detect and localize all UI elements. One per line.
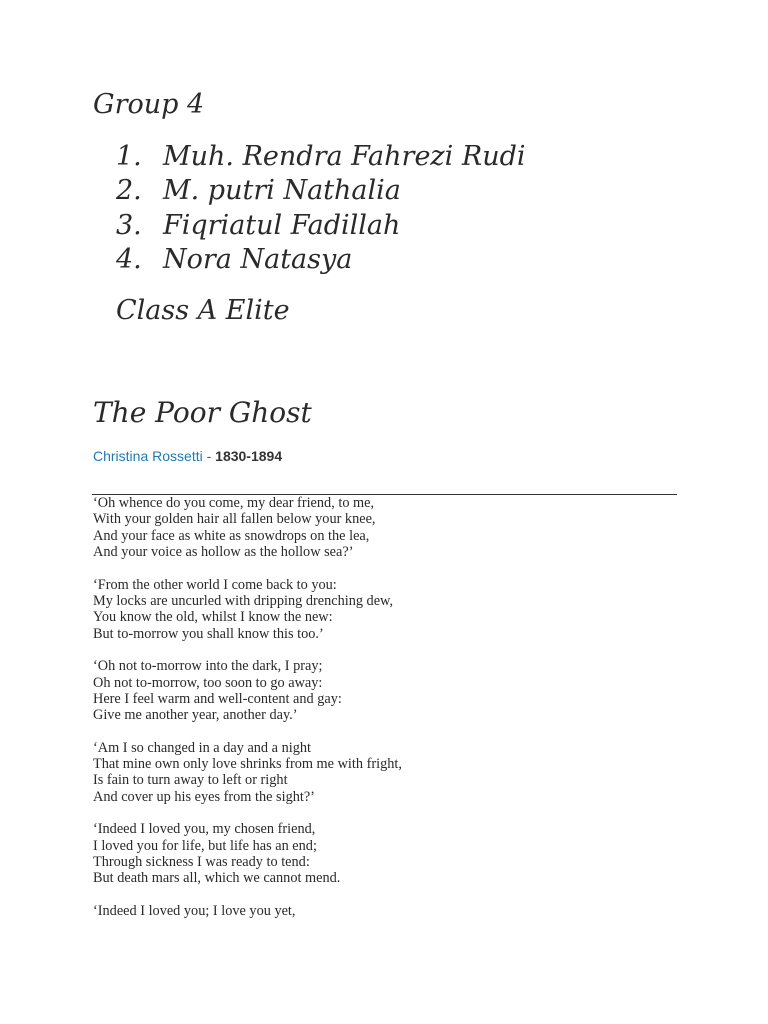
member-number: 1. <box>116 141 142 172</box>
member-name: M. putri Nathalia <box>163 175 401 207</box>
member-name: Nora Natasya <box>163 243 353 275</box>
poem-line: Here I feel warm and well-content and gay: <box>93 690 342 707</box>
poem-line: And your face as white as snowdrops on the lea, <box>93 527 370 544</box>
poem-line: Is fain to turn away to left or right <box>93 772 288 789</box>
member-number: 3. <box>116 209 142 241</box>
poem-line: ‘Oh whence do you come, my dear friend, to me, <box>93 495 375 511</box>
poem-line: You know the old, whilst I know the new: <box>93 609 333 626</box>
poem-byline <box>93 447 282 465</box>
member-item <box>116 243 526 277</box>
poem-line: ‘Indeed I loved you, my chosen friend, <box>93 821 316 838</box>
stanza <box>93 577 402 643</box>
member-number: 2. <box>116 175 142 207</box>
author-dates: 1830-1894 <box>215 448 283 464</box>
poem-line: Through sickness I was ready to tend: <box>93 854 310 871</box>
stanza <box>93 658 402 724</box>
stanza <box>93 821 402 887</box>
class-name: Class A Elite <box>116 295 290 326</box>
group-title: Group 4 <box>93 89 205 120</box>
member-item <box>116 209 526 243</box>
poem-line: And cover up his eyes from the sight?’ <box>93 788 315 805</box>
stanza <box>93 903 402 919</box>
poem-line: But death mars all, which we cannot mend. <box>93 870 341 887</box>
poem-line: But to-morrow you shall know this too.’ <box>93 625 324 642</box>
poem-line: I loved you for life, but life has an end; <box>93 837 317 854</box>
poem-line: Give me another year, another day.’ <box>93 707 298 724</box>
poem-line: With your golden hair all fallen below your knee, <box>93 511 376 528</box>
member-number: 4. <box>116 243 142 275</box>
poem-line: My locks are uncurled with dripping drenching dew, <box>93 592 394 609</box>
poem-title: The Poor Ghost <box>93 396 312 429</box>
poem-line: ‘Indeed I loved you; I love you yet, <box>93 902 296 919</box>
byline-separator: - <box>202 448 216 464</box>
member-name: Muh. Rendra Fahrezi Rudi <box>163 141 526 172</box>
author-name: Christina Rossetti <box>93 448 203 464</box>
poem-line: That mine own only love shrinks from me with fright, <box>93 756 402 773</box>
poem-line: ‘Oh not to-morrow into the dark, I pray; <box>93 658 323 675</box>
member-item <box>116 174 526 208</box>
member-item <box>116 140 526 174</box>
poem-line: ‘Am I so changed in a day and a night <box>93 739 311 756</box>
poem-line: ‘From the other world I come back to you: <box>93 576 337 593</box>
stanza <box>93 740 402 806</box>
poem-line: And your voice as hollow as the hollow sea?’ <box>93 544 354 561</box>
poem-body <box>93 495 402 935</box>
stanza <box>93 495 402 561</box>
member-name: Fiqriatul Fadillah <box>163 209 401 241</box>
member-list <box>116 140 526 277</box>
poem-line: Oh not to-morrow, too soon to go away: <box>93 674 323 691</box>
